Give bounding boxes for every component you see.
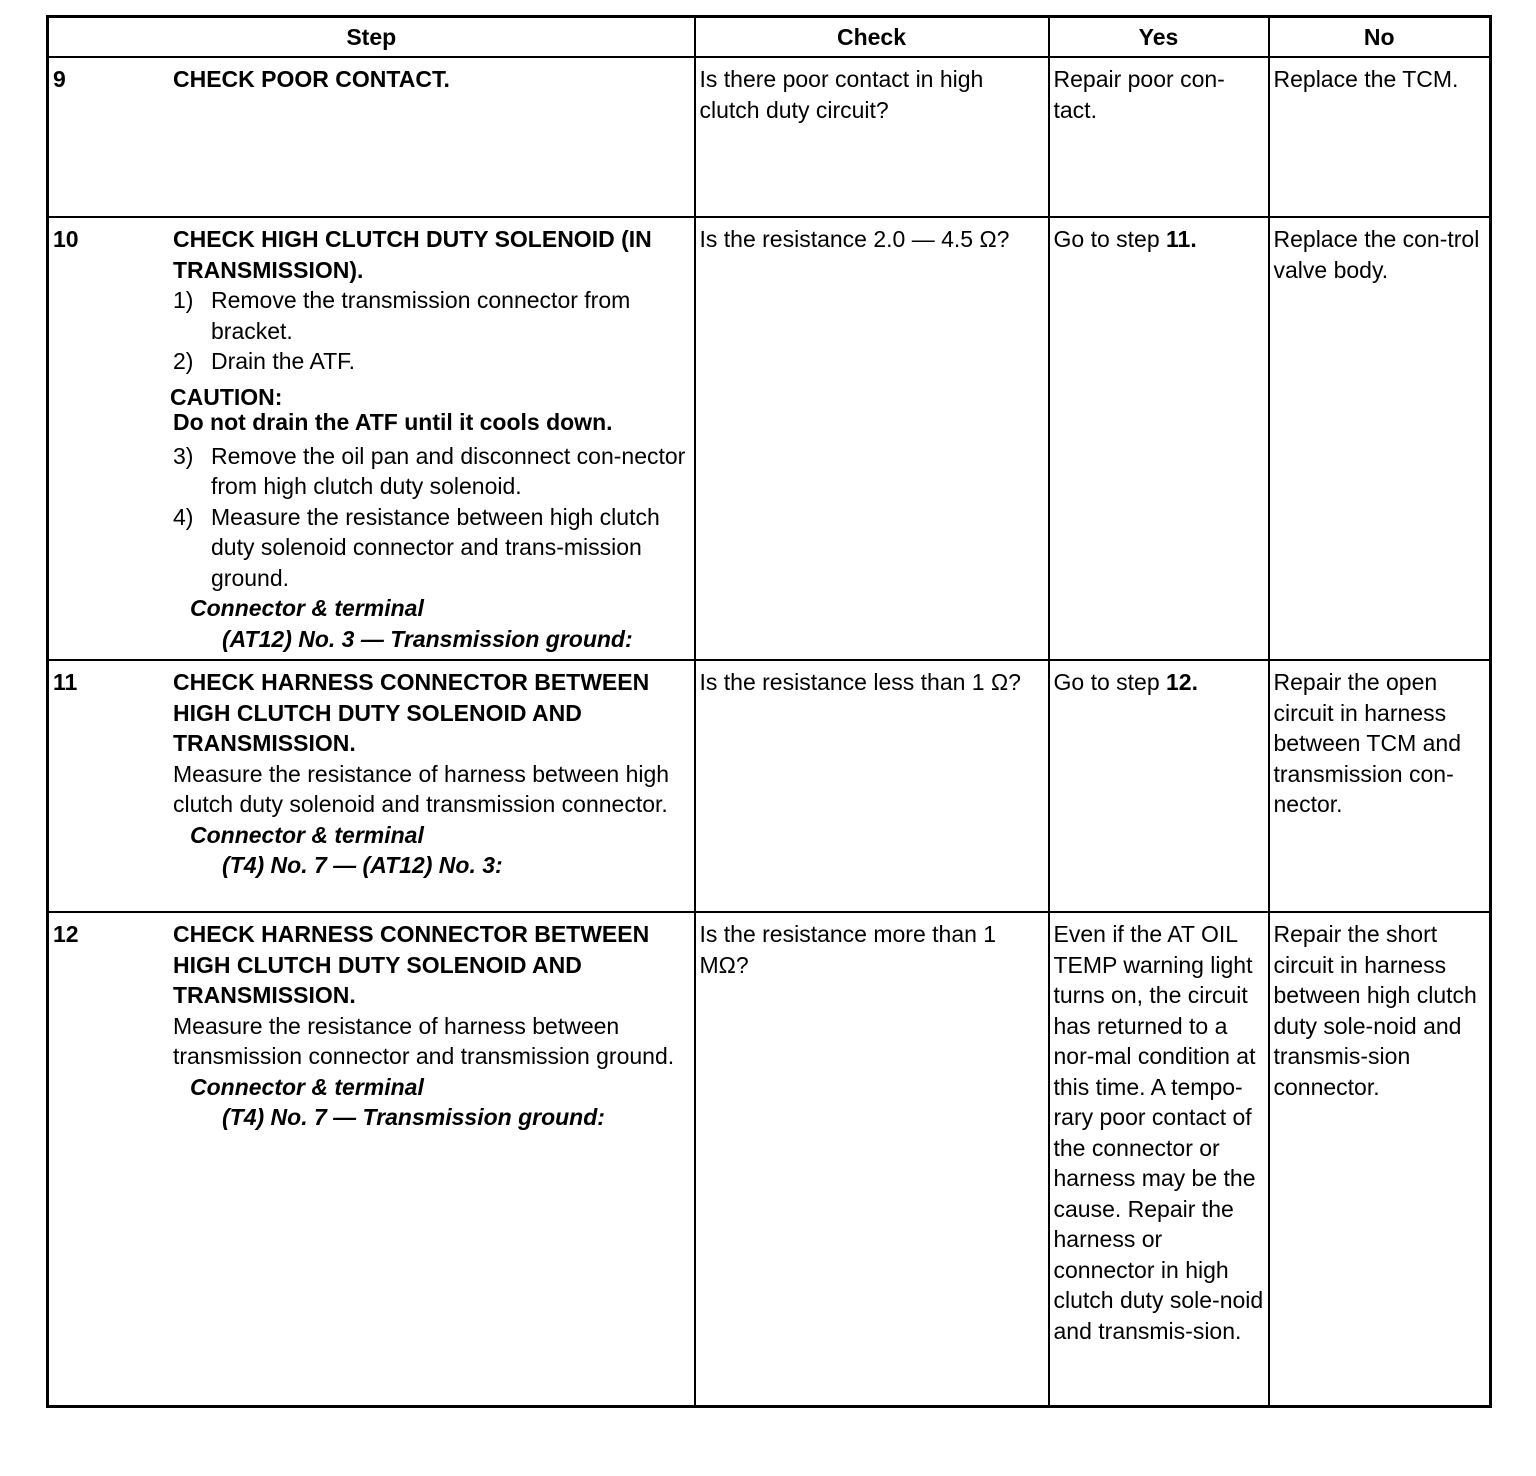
check-cell: Is there poor contact in high clutch duty circuit?	[695, 57, 1049, 217]
caution-text: Do not drain the ATF until it cools down.	[173, 408, 613, 435]
substep-number: 2)	[173, 348, 194, 374]
yes-cell: Even if the AT OIL TEMP warning light turns on, the circuit has returned to a nor-mal condition at this time. A tempo-rary poor contact of the connector or harness may be the cause. Repair the harness or connector in high clutch duty sole-noid and transmis-sion.	[1049, 912, 1269, 1407]
step-title: CHECK POOR CONTACT.	[173, 66, 450, 92]
check-cell: Is the resistance less than 1 Ω?	[695, 660, 1049, 912]
connector-terminal-spec: (T4) No. 7 — (AT12) No. 3:	[222, 852, 503, 878]
step-title: CHECK HARNESS CONNECTOR BETWEEN HIGH CLUTCH DUTY SOLENOID AND TRANSMISSION.	[173, 669, 650, 756]
yes-cell	[1049, 660, 1269, 912]
substep-2	[173, 346, 690, 377]
connector-terminal-spec: (AT12) No. 3 — Transmission ground:	[222, 625, 633, 652]
substep-text: Remove the oil pan and disconnect con-nector from high clutch duty solenoid.	[211, 442, 686, 499]
diagnostic-table	[46, 15, 1492, 1408]
header-step: Step	[48, 17, 695, 58]
step-title: CHECK HIGH CLUTCH DUTY SOLENOID (IN TRANSMISSION).	[173, 226, 652, 283]
substep-number: 3)	[173, 442, 194, 469]
header-row	[48, 17, 1491, 58]
table-row-step-9	[48, 57, 1491, 217]
step-body: Measure the resistance of harness between high clutch duty solenoid and transmission connector.	[173, 760, 670, 817]
step-body: Measure the resistance of harness between transmission connector and transmission ground.	[173, 1012, 675, 1069]
yes-step-ref: 12.	[1166, 669, 1198, 695]
header-yes: Yes	[1049, 17, 1269, 58]
connector-terminal-label: Connector & terminal	[190, 821, 424, 848]
table-row-step-11	[48, 660, 1491, 912]
yes-step-ref: 11.	[1166, 226, 1197, 252]
connector-terminal-label: Connector & terminal	[190, 595, 424, 621]
step-number: 12	[53, 921, 79, 947]
caution-note	[170, 383, 690, 435]
substep-text: Measure the resistance between high clutch duty solenoid connector and trans-mission ground.	[211, 503, 660, 591]
caution-heading: CAUTION:	[170, 383, 283, 410]
substep-number: 4)	[173, 503, 194, 530]
step-number: 11	[53, 669, 78, 695]
substep-text: Drain the ATF.	[211, 348, 356, 374]
yes-cell	[1049, 217, 1269, 660]
step-cell	[48, 912, 695, 1407]
substep-text: Remove the transmission connector from bracket.	[211, 287, 631, 344]
no-cell: Replace the TCM.	[1269, 57, 1491, 217]
step-title: CHECK HARNESS CONNECTOR BETWEEN HIGH CLUTCH DUTY SOLENOID AND TRANSMISSION.	[173, 921, 650, 1008]
yes-cell: Repair poor con-tact.	[1049, 57, 1269, 217]
table-row-step-12	[48, 912, 1491, 1407]
no-cell: Replace the con-trol valve body.	[1269, 217, 1491, 660]
step-number: 10	[53, 226, 79, 252]
step-cell	[48, 660, 695, 912]
yes-text: Go to step	[1053, 669, 1167, 695]
no-cell: Repair the short circuit in harness between high clutch duty sole-noid and transmis-sion connector.	[1269, 912, 1491, 1407]
no-cell: Repair the open circuit in harness between TCM and transmission con-nector.	[1269, 660, 1491, 912]
connector-terminal-spec: (T4) No. 7 — Transmission ground:	[222, 1104, 605, 1130]
header-check: Check	[695, 17, 1049, 58]
step-number: 9	[53, 66, 66, 92]
substep-3	[173, 441, 690, 502]
connector-terminal-label: Connector & terminal	[190, 1073, 424, 1100]
check-cell: Is the resistance more than 1 MΩ?	[695, 912, 1049, 1407]
substep-4	[173, 502, 690, 594]
substep-1	[173, 285, 690, 346]
table-row-step-10	[48, 217, 1491, 660]
step-cell	[48, 57, 695, 217]
check-cell: Is the resistance 2.0 — 4.5 Ω?	[695, 217, 1049, 660]
substep-number: 1)	[173, 287, 194, 313]
header-no: No	[1269, 17, 1491, 58]
step-cell	[48, 217, 695, 660]
yes-text: Go to step	[1053, 226, 1167, 252]
